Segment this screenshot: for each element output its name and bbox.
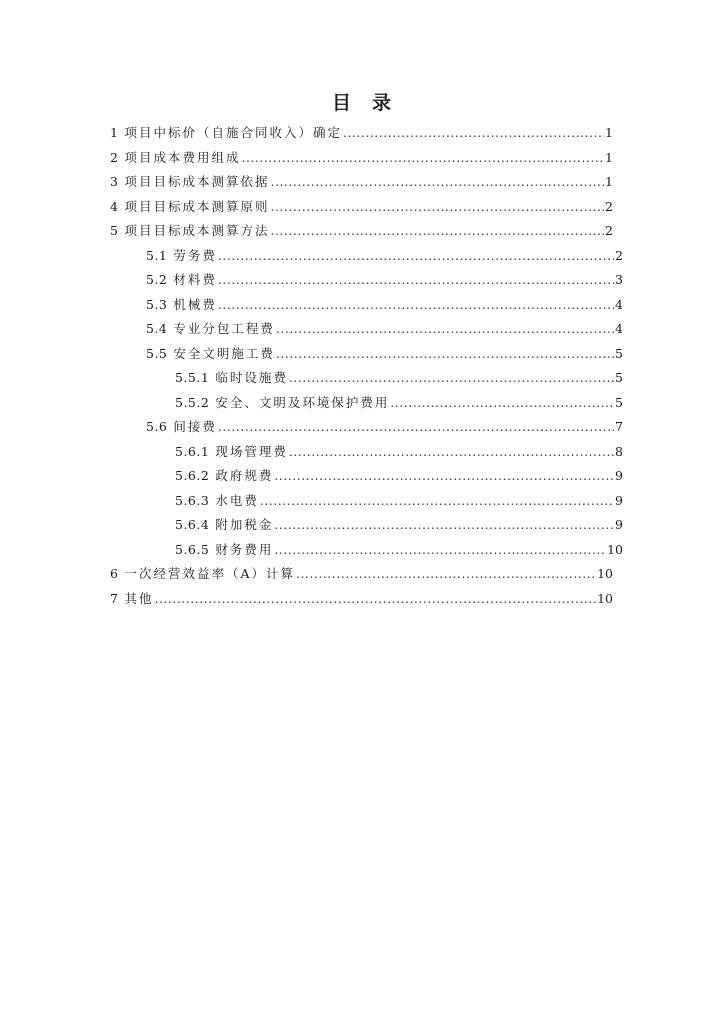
- toc-entry-title: 机械费: [173, 296, 217, 312]
- toc-entry-page: 5: [615, 370, 623, 385]
- toc-entry-5[interactable]: [110, 220, 613, 242]
- toc-entry-5-5-2[interactable]: [175, 392, 623, 414]
- toc-leader-dots: [260, 490, 614, 512]
- toc-leader-dots: [276, 343, 614, 365]
- toc-entry-6[interactable]: [110, 563, 613, 585]
- toc-entry-1[interactable]: [110, 122, 613, 144]
- toc-entry-title: 间接费: [173, 419, 217, 434]
- toc-entry-page: 5: [615, 345, 623, 361]
- toc-entry-page: 5: [615, 394, 623, 410]
- toc-title: [0, 88, 724, 115]
- toc-leader-dots: [154, 588, 596, 610]
- toc-entry-title: 劳务费: [173, 247, 217, 263]
- toc-leader-dots: [390, 392, 614, 414]
- toc-entry-number: 5.6: [146, 419, 168, 434]
- toc-entry-title: 附加税金: [215, 517, 274, 532]
- toc-leader-dots: [276, 318, 614, 340]
- toc-entry-5-1[interactable]: [146, 245, 623, 267]
- toc-entry-title: 其他: [124, 590, 154, 606]
- toc-entry-number: 5.5.2: [175, 394, 210, 410]
- toc-entry-number: 5.5.1: [175, 370, 210, 385]
- toc-entry-page: 9: [615, 468, 623, 483]
- toc-entry-number: 1: [110, 125, 119, 140]
- toc-entry-title: 临时设施费: [215, 370, 288, 385]
- toc-entry-title: 财务费用: [215, 541, 274, 557]
- toc-leader-dots: [270, 171, 604, 193]
- toc-entry-title: 项目目标成本测算依据: [124, 174, 270, 189]
- toc-entry-page: 2: [615, 247, 623, 263]
- toc-entry-page: 10: [607, 541, 623, 557]
- toc-entry-5-5-1[interactable]: [175, 367, 623, 389]
- toc-entry-5-6-4[interactable]: [175, 514, 623, 536]
- toc-entry-page: 9: [615, 517, 623, 532]
- toc-leader-dots: [218, 416, 614, 438]
- toc-entry-number: 4: [110, 198, 119, 214]
- toc-entry-5-6-3[interactable]: [175, 490, 623, 512]
- toc-leader-dots: [289, 367, 614, 389]
- toc-entry-title: 专业分包工程费: [173, 321, 275, 336]
- toc-entry-5-6-5[interactable]: [175, 539, 623, 561]
- toc-entry-title: 现场管理费: [215, 443, 288, 459]
- toc-entry-page: 2: [605, 198, 613, 214]
- toc-leader-dots: [274, 539, 606, 561]
- toc-entry-title: 一次经营效益率（A）计算: [124, 566, 295, 581]
- toc-entry-title: 安全文明施工费: [173, 345, 275, 361]
- toc-title-part2: 录: [372, 92, 393, 114]
- toc-entry-number: 7: [110, 590, 119, 606]
- toc-entry-title: 政府规费: [215, 468, 274, 483]
- toc-entry-title: 水电费: [215, 492, 259, 508]
- toc-entry-5-2[interactable]: [146, 269, 623, 291]
- toc-entry-page: 4: [615, 321, 623, 336]
- toc-entry-title: 材料费: [173, 272, 217, 287]
- toc-entry-number: 5.3: [146, 296, 168, 312]
- toc-entry-5-6-1[interactable]: [175, 441, 623, 463]
- toc-entry-number: 5.5: [146, 345, 168, 361]
- toc-entry-page: 10: [597, 566, 613, 581]
- toc-entry-number: 5.6.3: [175, 492, 210, 508]
- toc-leader-dots: [270, 196, 604, 218]
- toc-entry-page: 1: [605, 125, 613, 140]
- toc-entry-title: 项目目标成本测算方法: [124, 223, 270, 238]
- toc-entry-3[interactable]: [110, 171, 613, 193]
- toc-entry-number: 5.1: [146, 247, 168, 263]
- toc-entry-5-3[interactable]: [146, 294, 623, 316]
- toc-entry-2[interactable]: [110, 147, 613, 169]
- toc-leader-dots: [296, 563, 596, 585]
- toc-leader-dots: [241, 147, 604, 169]
- toc-entry-number: 5.6.4: [175, 517, 210, 532]
- toc-entry-page: 8: [615, 443, 623, 459]
- toc-entry-title: 项目中标价（自施合同收入）确定: [124, 125, 342, 140]
- toc-entry-number: 3: [110, 174, 119, 189]
- toc-entry-number: 5: [110, 223, 119, 238]
- toc-entry-number: 5.6.5: [175, 541, 210, 557]
- toc-entry-page: 1: [605, 149, 613, 165]
- toc-leader-dots: [343, 122, 604, 144]
- toc-entry-number: 5.6.2: [175, 468, 210, 483]
- toc-entry-4[interactable]: [110, 196, 613, 218]
- toc-leader-dots: [270, 220, 604, 242]
- toc-title-part1: 目: [331, 92, 352, 114]
- toc-leader-dots: [289, 441, 614, 463]
- toc-entry-number: 5.6.1: [175, 443, 210, 459]
- toc-entry-page: 10: [597, 590, 613, 606]
- toc-entry-5-5[interactable]: [146, 343, 623, 365]
- toc-entry-page: 9: [615, 492, 623, 508]
- toc-entry-page: 1: [605, 174, 613, 189]
- toc-entry-number: 6: [110, 566, 119, 581]
- toc-leader-dots: [274, 465, 614, 487]
- toc-entry-5-6-2[interactable]: [175, 465, 623, 487]
- toc-entry-number: 5.2: [146, 272, 168, 287]
- toc-leader-dots: [274, 514, 614, 536]
- toc-entry-title: 项目成本费用组成: [124, 149, 241, 165]
- toc-entry-page: 7: [615, 419, 623, 434]
- toc-entry-title: 项目目标成本测算原则: [124, 198, 270, 214]
- toc-leader-dots: [218, 245, 614, 267]
- toc-entry-page: 3: [615, 272, 623, 287]
- toc-leader-dots: [218, 294, 614, 316]
- toc-entry-5-6[interactable]: [146, 416, 623, 438]
- toc-entry-title: 安全、文明及环境保护费用: [215, 394, 390, 410]
- toc-entry-number: 2: [110, 149, 119, 165]
- toc-entry-page: 2: [605, 223, 613, 238]
- toc-leader-dots: [218, 269, 614, 291]
- toc-entry-number: 5.4: [146, 321, 168, 336]
- toc-entry-5-4[interactable]: [146, 318, 623, 340]
- toc-entry-7[interactable]: [110, 588, 613, 610]
- toc-entry-page: 4: [615, 296, 623, 312]
